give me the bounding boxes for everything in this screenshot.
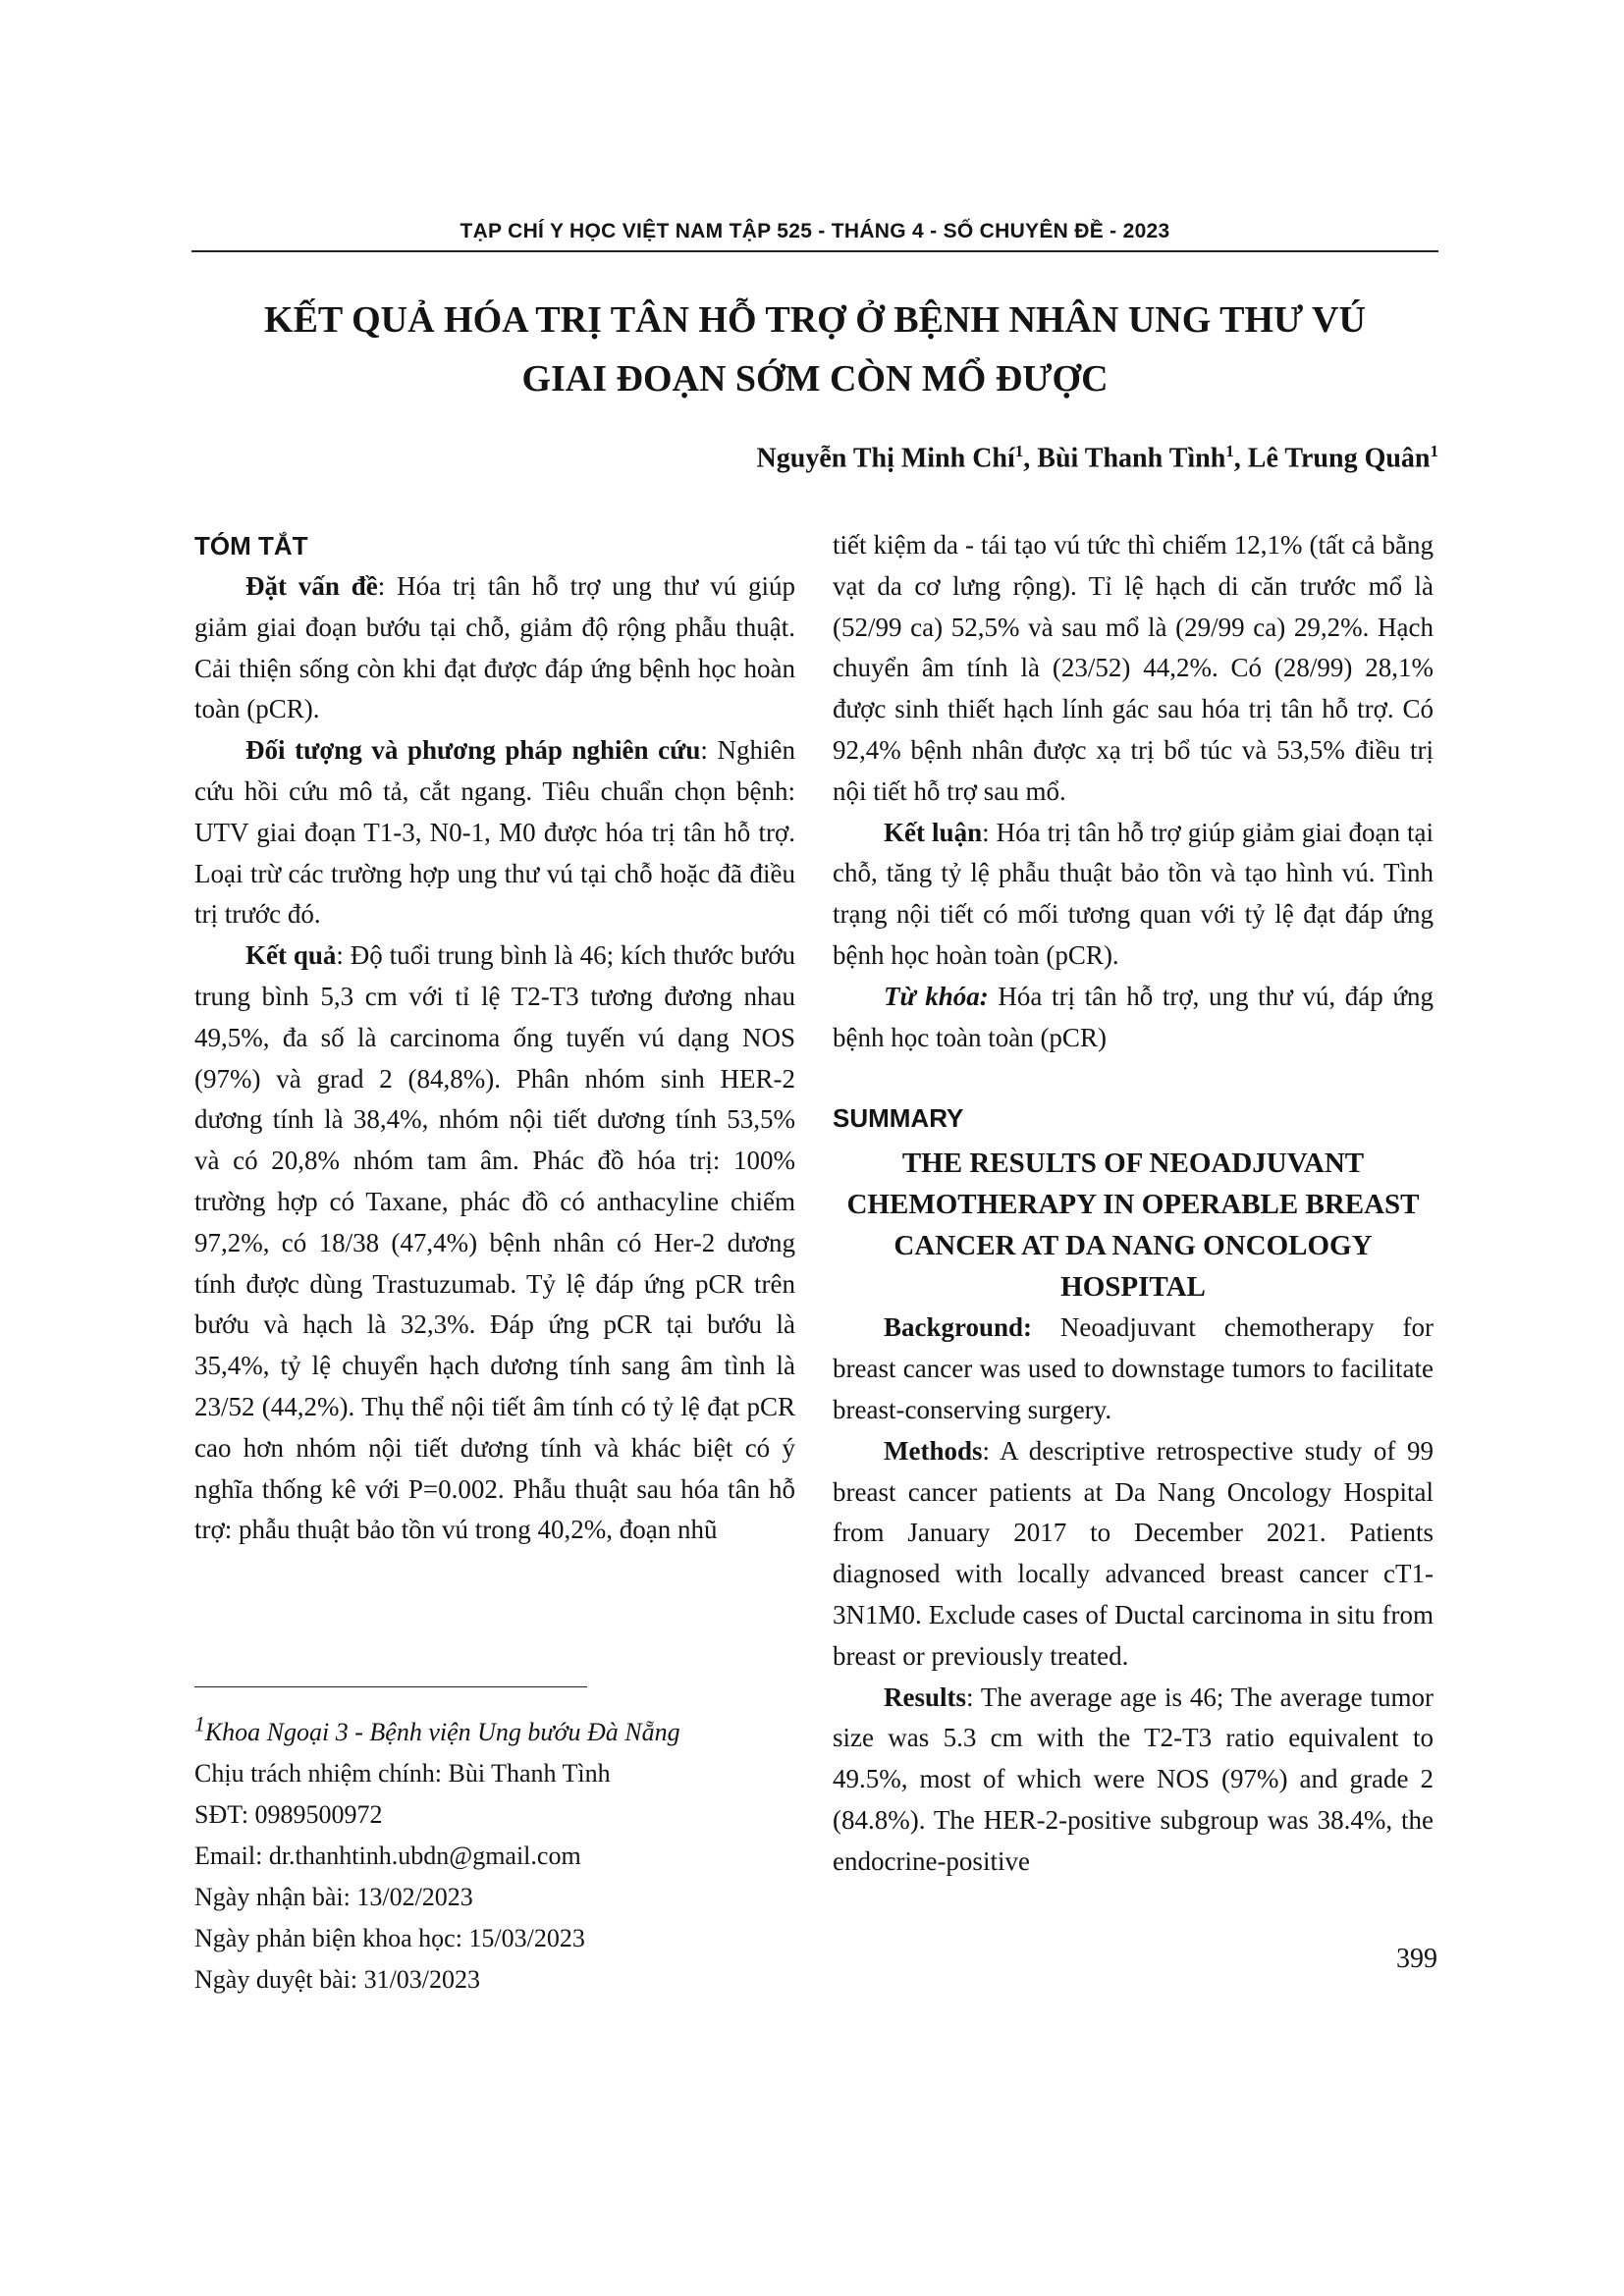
abstract-vi-background: [194, 566, 795, 730]
abstract-vi-keywords: [833, 977, 1434, 1059]
en-results-text: : The average age is 46; The average tumor size was 5.3 cm with the T2-T3 ratio equivalent to 49.5%, most of which were NOS (97%) and grade 2 (84.8%). The HER-2-positive subgroup was 38.4%, the endocrine-positive: [833, 1682, 1434, 1876]
author-1-affil: 1: [1014, 442, 1024, 460]
responsible-author: Chịu trách nhiệm chính: Bùi Thanh Tình: [194, 1758, 611, 1788]
background-text: : Hóa trị tân hỗ trợ ung thư vú giúp giảm giai đoạn bướu tại chỗ, giảm độ rộng phẫu thuật. Cải thiện sống còn khi đạt được đáp ứng bệnh học hoàn toàn (pCR).: [194, 571, 795, 724]
title-line-2: GIAI ĐOẠN SỚM CÒN MỔ ĐƯỢC: [521, 358, 1109, 400]
left-column: [194, 525, 795, 1551]
en-background-text: Neoadjuvant chemotherapy for breast cancer was used to downstage tumors to facilitate breast-conserving surgery.: [833, 1312, 1434, 1424]
date-approved: Ngày duyệt bài: 31/03/2023: [194, 1964, 481, 1994]
author-3: Lê Trung Quân: [1247, 443, 1431, 474]
conclusion-label: Kết luận: [884, 817, 983, 847]
en-methods-text: : A descriptive retrospective study of 99 breast cancer patients at Da Nang Oncology Hospital from January 2017 to December 2021. Patients diagnosed with locally advanced breast cancer cT1-3N1M0. Exclude cases of Ductal carcinoma in situ from breast or previously treated.: [833, 1435, 1434, 1671]
affiliation-note: [194, 1703, 823, 1753]
right-column: [833, 525, 1434, 1883]
section-spacer: [833, 1058, 1434, 1097]
en-background-label: Background:: [884, 1312, 1033, 1343]
abstract-en-results: [833, 1678, 1434, 1883]
author-2: Bùi Thanh Tình: [1037, 443, 1226, 474]
abstract-vi-conclusion: [833, 813, 1434, 977]
affiliation-marker: 1: [194, 1712, 205, 1735]
abstract-vi-heading: TÓM TẮT: [194, 531, 308, 561]
methods-label: Đối tượng và phương pháp nghiên cứu: [245, 735, 701, 766]
author-1: Nguyễn Thị Minh Chí: [756, 443, 1015, 474]
phone-number: SĐT: 0989500972: [194, 1799, 383, 1829]
methods-text: : Nghiên cứu hồi cứu mô tả, cắt ngang. Tiêu chuẩn chọn bệnh: UTV giai đoạn T1-3, N0-1, M0 được hóa trị tân hỗ trợ. Loại trừ các trường hợp ung thư vú tại chỗ hoặc đã điều trị trước đó.: [194, 735, 795, 930]
abstract-vi-results: [194, 935, 795, 1551]
header-rule: [191, 250, 1438, 252]
footnote-rule: [194, 1686, 587, 1687]
date-reviewed: Ngày phản biện khoa học: 15/03/2023: [194, 1923, 585, 1952]
abstract-vi-results-continued: tiết kiệm da - tái tạo vú tức thì chiếm 12,1% (tất cả bằng vạt da cơ lưng rộng). Tỉ lệ hạch di căn trước mổ là (52/99 ca) 52,5% và sau mổ là (29/99 ca) 29,2%. Hạch chuyển âm tính là (23/52) 44,2%. Có (28/99) 28,1% được sinh thiết hạch lính gác sau hóa trị tân hỗ trợ. Có 92,4% bệnh nhân được xạ trị bổ túc và 53,5% điều trị nội tiết hỗ trợ sau mổ.: [833, 530, 1434, 806]
author-list: [757, 442, 1438, 474]
en-results-label: Results: [884, 1682, 967, 1712]
abstract-en-title: THE RESULTS OF NEOADJUVANT CHEMOTHERAPY IN OPERABLE BREAST CANCER AT DA NANG ONCOLOGY HOSPITAL: [846, 1148, 1420, 1304]
conclusion-text: : Hóa trị tân hỗ trợ giúp giảm giai đoạn tại chỗ, tăng tỷ lệ phẫu thuật bảo tồn và tạo hình vú. Tình trạng nội tiết có mối tương quan với tỷ lệ đạt đáp ứng bệnh học hoàn toàn (pCR).: [833, 817, 1434, 970]
title-line-1: KẾT QUẢ HÓA TRỊ TÂN HỖ TRỢ Ở BỆNH NHÂN UNG THƯ VÚ: [264, 299, 1366, 341]
abstract-en-methods: [833, 1431, 1434, 1678]
en-methods-label: Methods: [884, 1435, 983, 1466]
author-3-affil: 1: [1430, 442, 1438, 460]
running-head: TẠP CHÍ Y HỌC VIỆT NAM TẬP 525 - THÁNG 4 - SỐ CHUYÊN ĐỀ - 2023: [460, 220, 1170, 242]
email-address: Email: dr.thanhtinh.ubdn@gmail.com: [194, 1841, 581, 1870]
page-number: 399: [1396, 1944, 1437, 1974]
author-separator: ,: [1023, 443, 1038, 474]
article-title: [191, 291, 1438, 408]
abstract-en-heading: SUMMARY: [833, 1103, 964, 1134]
author-2-affil: 1: [1225, 442, 1234, 460]
keywords-text: Hóa trị tân hỗ trợ, ung thư vú, đáp ứng bệnh học toàn toàn (pCR): [833, 981, 1434, 1052]
abstract-en-background: [833, 1308, 1434, 1430]
results-label: Kết quả: [245, 940, 337, 971]
footnotes: [194, 1703, 823, 2001]
abstract-vi-methods: [194, 730, 795, 935]
affiliation-text: Khoa Ngoại 3 - Bệnh viện Ung bướu Đà Nẵng: [204, 1717, 680, 1746]
date-received: Ngày nhận bài: 13/02/2023: [194, 1882, 473, 1911]
results-text: : Độ tuổi trung bình là 46; kích thước bướu trung bình 5,3 cm với tỉ lệ T2-T3 tương đương nhau 49,5%, đa số là carcinoma ống tuyến vú dạng NOS (97%) và grad 2 (84,8%). Phân nhóm sinh HER-2 dương tính là 38,4%, nhóm nội tiết dương tính 53,5% và có 20,8% nhóm tam âm. Phác đồ hóa trị: 100% trường hợp có Taxane, phác đồ có anthacyline chiếm 97,2%, có 18/38 (47,4%) bệnh nhân có Her-2 dương tính được dùng Trastuzumab. Tỷ lệ đáp ứng pCR trên bướu và hạch là 32,3%. Đáp ứng pCR tại bướu là 35,4%, tỷ lệ chuyển hạch dương tính sang âm tình là 23/52 (44,2%). Thụ thể nội tiết âm tính có tỷ lệ đạt pCR cao hơn nhóm nội tiết dương tính và khác biệt có ý nghĩa thống kê với P=0.002. Phẫu thuật sau hóa tân hỗ trợ: phẫu thuật bảo tồn vú trong 40,2%, đoạn nhũ: [194, 940, 796, 1545]
background-label: Đặt vấn đề: [245, 571, 378, 601]
author-separator: ,: [1233, 443, 1248, 474]
keywords-label: Từ khóa:: [884, 981, 989, 1011]
